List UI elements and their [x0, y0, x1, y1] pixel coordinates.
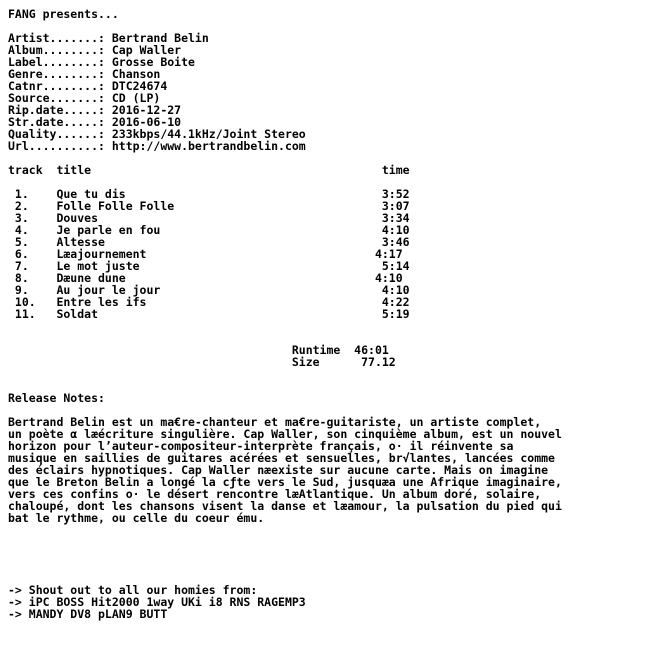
text-line: 8. Dæune dune 4:10 [8, 271, 403, 285]
text-line: 1. Que tu dis 3:52 [8, 187, 410, 201]
text-line: 7. Le mot juste 5:14 [8, 259, 410, 273]
text-line: que le Breton Belin a longé la cƒte vers le Sud, jusquæa une Afrique imaginaire, [8, 475, 562, 489]
text-line: des éclairs hypnotiques. Cap Waller næexiste sur aucune carte. Mais on imagine [8, 463, 549, 477]
text-line: -> iPC BOSS Hit2000 1way UKi i8 RNS RAGEMP3 [8, 595, 306, 609]
text-line: Artist.......: Bertrand Belin [8, 31, 209, 45]
text-line: 11. Soldat 5:19 [8, 307, 410, 321]
text-line: 10. Entre les ifs 4:22 [8, 295, 410, 309]
text-line [8, 560, 656, 572]
text-line [8, 536, 656, 548]
text-line: FANG presents... [8, 7, 119, 21]
text-line: Bertrand Belin est un ma€re-chanteur et ma€re-guitariste, un artiste complet, [8, 415, 542, 429]
text-line: Source.......: CD (LP) [8, 91, 161, 105]
text-line: Size 77.12 [8, 355, 396, 369]
text-line: Runtime 46:01 [8, 343, 389, 357]
text-line: 5. Altesse 3:46 [8, 235, 410, 249]
nfo-document [8, 8, 656, 620]
text-line: bat le rythme, ou celle du coeur ému. [8, 511, 265, 525]
text-line: Catnr........: DTC24674 [8, 79, 168, 93]
text-line [8, 320, 656, 332]
text-line: 2. Folle Folle Folle 3:07 [8, 199, 410, 213]
text-line: track title time [8, 163, 410, 177]
text-line [8, 368, 656, 380]
text-line: horizon pour l’auteur-compositeur-interprète français, o· il réinvente sa [8, 439, 514, 453]
text-line: Quality......: 233kbps/44.1kHz/Joint Stereo [8, 127, 306, 141]
text-line: chaloupé, dont les chansons visent la danse et læamour, la pulsation du pied qui [8, 499, 562, 513]
text-line: Genre........: Chanson [8, 67, 161, 81]
text-line: Album........: Cap Waller [8, 43, 182, 57]
text-line: un poète α læécriture singulière. Cap Waller, son cinquième album, est un nouvel [8, 427, 562, 441]
text-line: Url..........: http://www.bertrandbelin.com [8, 139, 306, 153]
text-line: Str.date.....: 2016-06-10 [8, 115, 182, 129]
text-line [8, 524, 656, 536]
text-line [8, 548, 656, 560]
text-line: 6. Læajournement 4:17 [8, 247, 403, 261]
text-line: 3. Douves 3:34 [8, 211, 410, 225]
text-line: Rip.date.....: 2016-12-27 [8, 103, 182, 117]
text-line: -> Shout out to all our homies from: [8, 583, 258, 597]
text-line: 9. Au jour le jour 4:10 [8, 283, 410, 297]
text-line: 4. Je parle en fou 4:10 [8, 223, 410, 237]
text-line: vers ces confins o· le désert rencontre læAtlantique. Un album doré, solaire, [8, 487, 542, 501]
text-line: -> MANDY DV8 pLAN9 BUTT [8, 607, 168, 621]
text-line [8, 380, 656, 392]
text-line: musique en saillies de guitares acérées et sensuelles, br√lantes, lancées comme [8, 451, 555, 465]
text-line: Label........: Grosse Boite [8, 55, 195, 69]
text-line: Release Notes: [8, 391, 105, 405]
